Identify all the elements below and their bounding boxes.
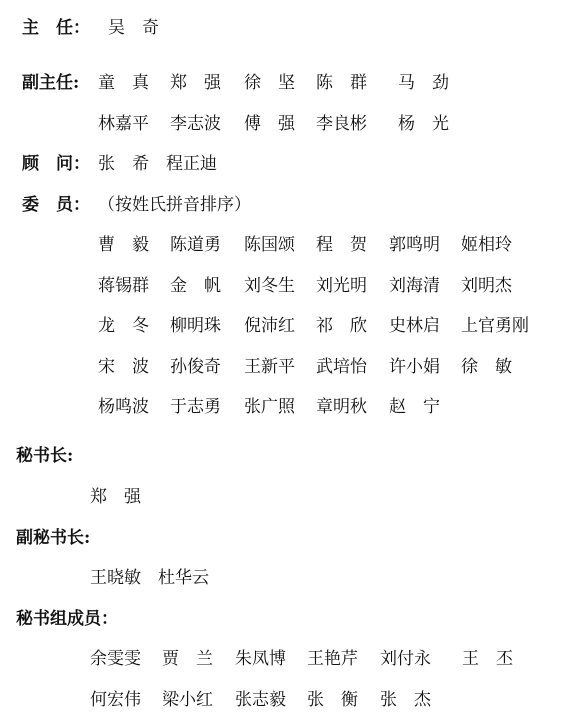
deputy-secretary-general-label: 副秘书长:	[16, 528, 91, 548]
deputy-director-name: 徐 坚	[244, 73, 295, 93]
secretary-general-name: 郑 强	[90, 487, 141, 507]
deputy-directors-label: 副主任:	[22, 73, 80, 93]
deputy-secretary-general-names: 王晓敏 杜华云	[90, 568, 209, 588]
secretariat-member-name: 张志毅	[235, 690, 286, 710]
secretariat-member-name: 张 杰	[380, 690, 431, 710]
member-name: 赵 宁	[389, 397, 440, 417]
deputy-director-name: 郑 强	[170, 73, 221, 93]
secretariat-member-name: 余雯雯	[90, 649, 141, 669]
secretary-general-label: 秘书长:	[16, 446, 74, 466]
member-name: 杨鸣波	[98, 397, 149, 417]
deputy-director-name: 林嘉平	[98, 114, 149, 134]
members-label: 委 员：	[22, 195, 90, 215]
member-name: 姬相玲	[461, 235, 512, 255]
member-name: 宋 波	[98, 357, 149, 377]
secretariat-member-name: 王艳芹	[307, 649, 358, 669]
member-name: 张广照	[244, 397, 295, 417]
member-name: 孙俊奇	[170, 357, 221, 377]
secretariat-member-name: 张 衡	[307, 690, 358, 710]
secretariat-member-name: 王 丕	[462, 649, 513, 669]
member-name: 程 贺	[316, 235, 367, 255]
member-name: 龙 冬	[98, 316, 149, 336]
member-name: 刘光明	[316, 276, 367, 296]
member-name: 于志勇	[170, 397, 221, 417]
secretariat-member-name: 贾 兰	[162, 649, 213, 669]
secretariat-label: 秘书组成员：	[16, 609, 118, 629]
director-label: 主 任：	[22, 18, 90, 38]
deputy-director-name: 李良彬	[316, 114, 367, 134]
members-order-note: （按姓氏拼音排序）	[98, 195, 251, 215]
member-name: 徐 敏	[461, 357, 512, 377]
member-name: 郭鸣明	[389, 235, 440, 255]
deputy-director-name: 杨 光	[398, 114, 449, 134]
secretariat-member-name: 朱凤博	[235, 649, 286, 669]
secretariat-member-name: 何宏伟	[90, 690, 141, 710]
member-name: 章明秋	[316, 397, 367, 417]
member-name: 柳明珠	[170, 316, 221, 336]
member-name: 许小娟	[389, 357, 440, 377]
member-name: 蒋锡群	[98, 276, 149, 296]
director-name: 吴 奇	[108, 18, 159, 38]
member-name: 史林启	[389, 316, 440, 336]
member-name: 刘冬生	[244, 276, 295, 296]
member-name: 陈道勇	[170, 235, 221, 255]
deputy-director-name: 李志波	[170, 114, 221, 134]
member-name: 祁 欣	[316, 316, 367, 336]
deputy-director-name: 童 真	[98, 73, 149, 93]
secretariat-member-name: 梁小红	[162, 690, 213, 710]
member-name: 陈国颂	[244, 235, 295, 255]
advisors-names: 张 希 程正迪	[98, 154, 217, 174]
deputy-director-name: 陈 群	[316, 73, 367, 93]
member-name: 上官勇刚	[461, 316, 529, 336]
member-name: 金 帆	[170, 276, 221, 296]
deputy-director-name: 傅 强	[244, 114, 295, 134]
member-name: 刘海清	[389, 276, 440, 296]
member-name: 曹 毅	[98, 235, 149, 255]
member-name: 倪沛红	[244, 316, 295, 336]
secretariat-member-name: 刘付永	[380, 649, 431, 669]
member-name: 武培怡	[316, 357, 367, 377]
member-name: 刘明杰	[461, 276, 512, 296]
advisors-label: 顾 问：	[22, 154, 90, 174]
member-name: 王新平	[244, 357, 295, 377]
deputy-director-name: 马 劲	[398, 73, 449, 93]
